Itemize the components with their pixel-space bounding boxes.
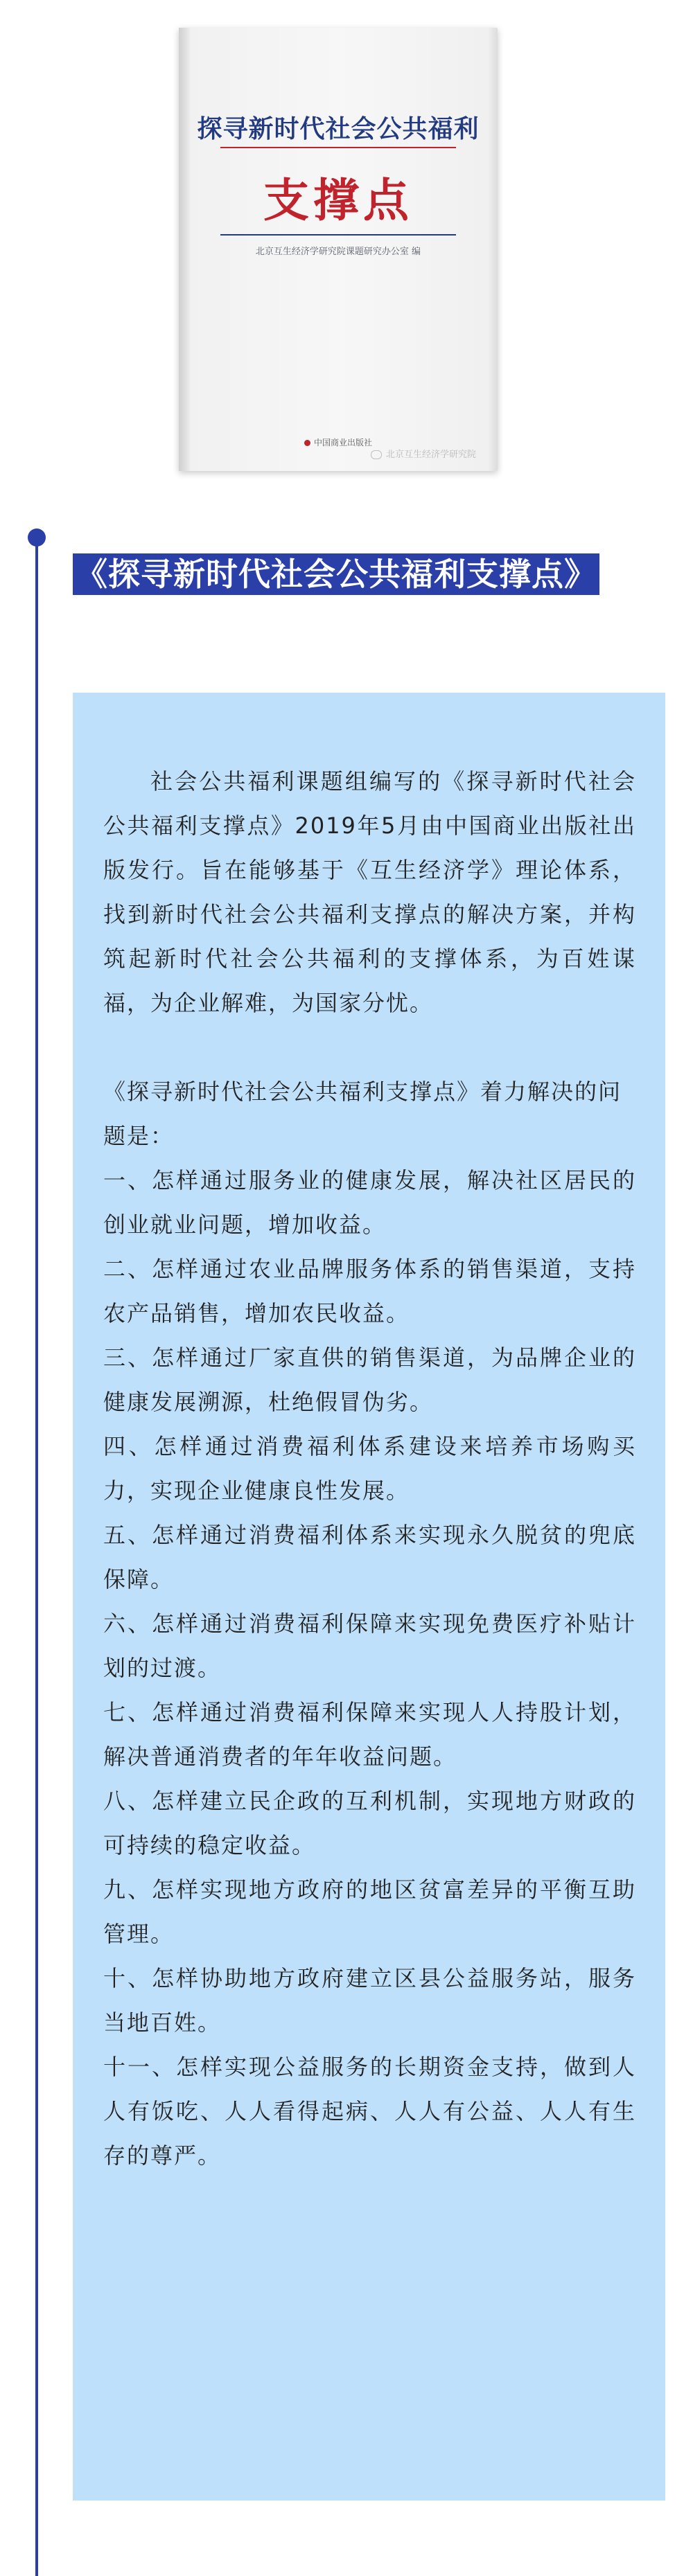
cover-title: 支撑点 (263, 174, 413, 227)
timeline-line (35, 537, 38, 2576)
list-item: 一、怎样通过服务业的健康发展，解决社区居民的创业就业问题，增加收益。 (103, 1167, 636, 1238)
cover-series-title: 探寻新时代社会公共福利 (197, 115, 480, 143)
list-item: 二、怎样通过农业品牌服务体系的销售渠道，支持农产品销售，增加农民收益。 (103, 1256, 636, 1326)
content-box (73, 693, 665, 2501)
book-cover-image (179, 28, 498, 471)
list-item: 七、怎样通过消费福利保障来实现人人持股计划，解决普通消费者的年年收益问题。 (103, 1699, 636, 1770)
list-item: 四、怎样通过消费福利体系建设来培养市场购买力，实现企业健康良性发展。 (103, 1433, 636, 1504)
timeline-dot (28, 528, 46, 547)
list-item: 六、怎样通过消费福利保障来实现免费医疗补贴计划的过渡。 (103, 1610, 636, 1681)
publisher-logo-icon (304, 440, 310, 446)
list-item: 三、怎样通过厂家直供的销售渠道，为品牌企业的健康发展溯源，杜绝假冒伪劣。 (103, 1344, 636, 1415)
problems-intro: 《探寻新时代社会公共福利支撑点》着力解决的问题是： (103, 1078, 622, 1149)
list-item: 十一、怎样实现公益服务的长期资金支持，做到人人有饭吃、人人看得起病、人人有公益、人人有生存的尊严。 (103, 2054, 636, 2169)
intro-paragraph: 社会公共福利课题组编写的《探寻新时代社会公共福利支撑点》2019年5月由中国商业出版社出版发行。旨在能够基于《互生经济学》理论体系，找到新时代社会公共福利支撑点的解决方案，并构筑起新时代社会公共福利的支撑体系，为百姓谋福，为企业解难，为国家分忧。 (103, 768, 636, 1016)
watermark (371, 447, 476, 460)
list-item: 十、怎样协助地方政府建立区县公益服务站，服务当地百姓。 (103, 1965, 636, 2036)
list-item: 五、怎样通过消费福利体系来实现永久脱贫的兜底保障。 (103, 1522, 636, 1592)
section-heading-text: 《探寻新时代社会公共福利支撑点》 (73, 553, 599, 595)
list-item: 八、怎样建立民企政的互利机制，实现地方财政的可持续的稳定收益。 (103, 1788, 636, 1858)
list-item: 九、怎样实现地方政府的地区贫富差异的平衡互助管理。 (103, 1876, 636, 1947)
watermark-text: 北京互生经济学研究院 (386, 450, 477, 460)
cover-publisher-name: 中国商业出版社 (313, 438, 372, 447)
paragraph-spacer (103, 1025, 636, 1069)
wechat-icon (371, 450, 382, 459)
section-heading (73, 553, 662, 596)
cover-author-line: 北京互生经济学研究院课题研究办公室 编 (255, 247, 421, 257)
cover-divider-blue (220, 234, 456, 236)
cover-divider-red (220, 147, 456, 148)
